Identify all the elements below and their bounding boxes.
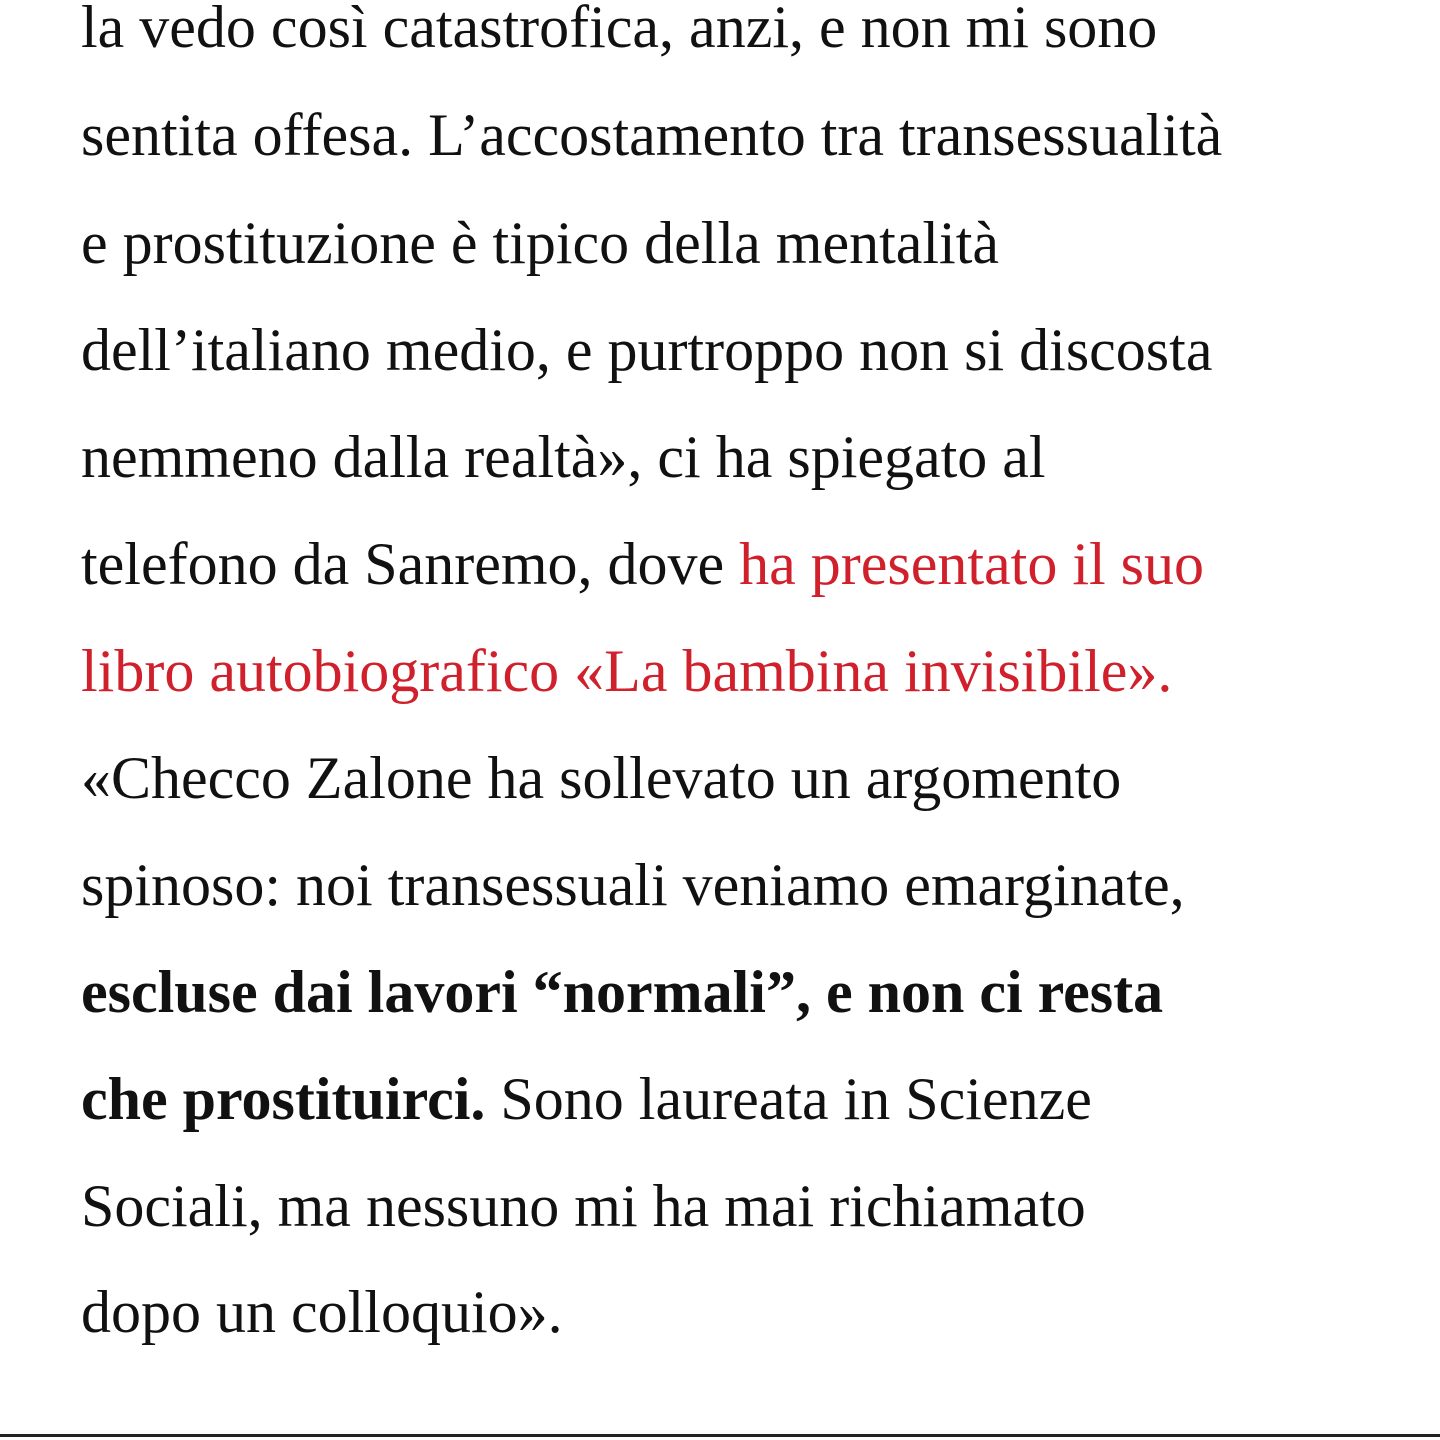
paragraph-line: Sociali, ma nessuno mi ha mai richiamato: [81, 1173, 1086, 1239]
book-presentation-link[interactable]: ha presentato il suo: [739, 531, 1205, 597]
paragraph-text: Sono laureata in Scienze: [485, 1066, 1092, 1132]
paragraph-line: [81, 1063, 1092, 1135]
bold-quote-end: che prostituirci.: [81, 1066, 486, 1132]
paragraph-line: dell’italiano medio, e purtroppo non si discosta: [81, 317, 1213, 383]
paragraph-line: spinoso: noi transessuali veniamo emarginate,: [81, 852, 1185, 918]
book-presentation-link-continued[interactable]: libro autobiografico «La bambina invisibile».: [81, 638, 1173, 704]
bottom-divider: [0, 1434, 1440, 1437]
paragraph-line: sentita offesa. L’accostamento tra transessualità: [81, 102, 1223, 168]
paragraph-line: [81, 635, 1172, 707]
paragraph-line: nemmeno dalla realtà», ci ha spiegato al: [81, 424, 1046, 490]
paragraph-line: dopo un colloquio».: [81, 1279, 563, 1345]
paragraph-line: [81, 956, 1163, 1028]
paragraph-line: «Checco Zalone ha sollevato un argomento: [81, 745, 1122, 811]
paragraph-line: [81, 528, 1204, 600]
paragraph-line: la vedo così catastrofica, anzi, e non mi sono: [81, 0, 1158, 60]
paragraph-line: e prostituzione è tipico della mentalità: [81, 210, 1000, 276]
paragraph-text: telefono da Sanremo, dove: [81, 531, 740, 597]
bold-quote: escluse dai lavori “normali”, e non ci resta: [81, 959, 1164, 1025]
